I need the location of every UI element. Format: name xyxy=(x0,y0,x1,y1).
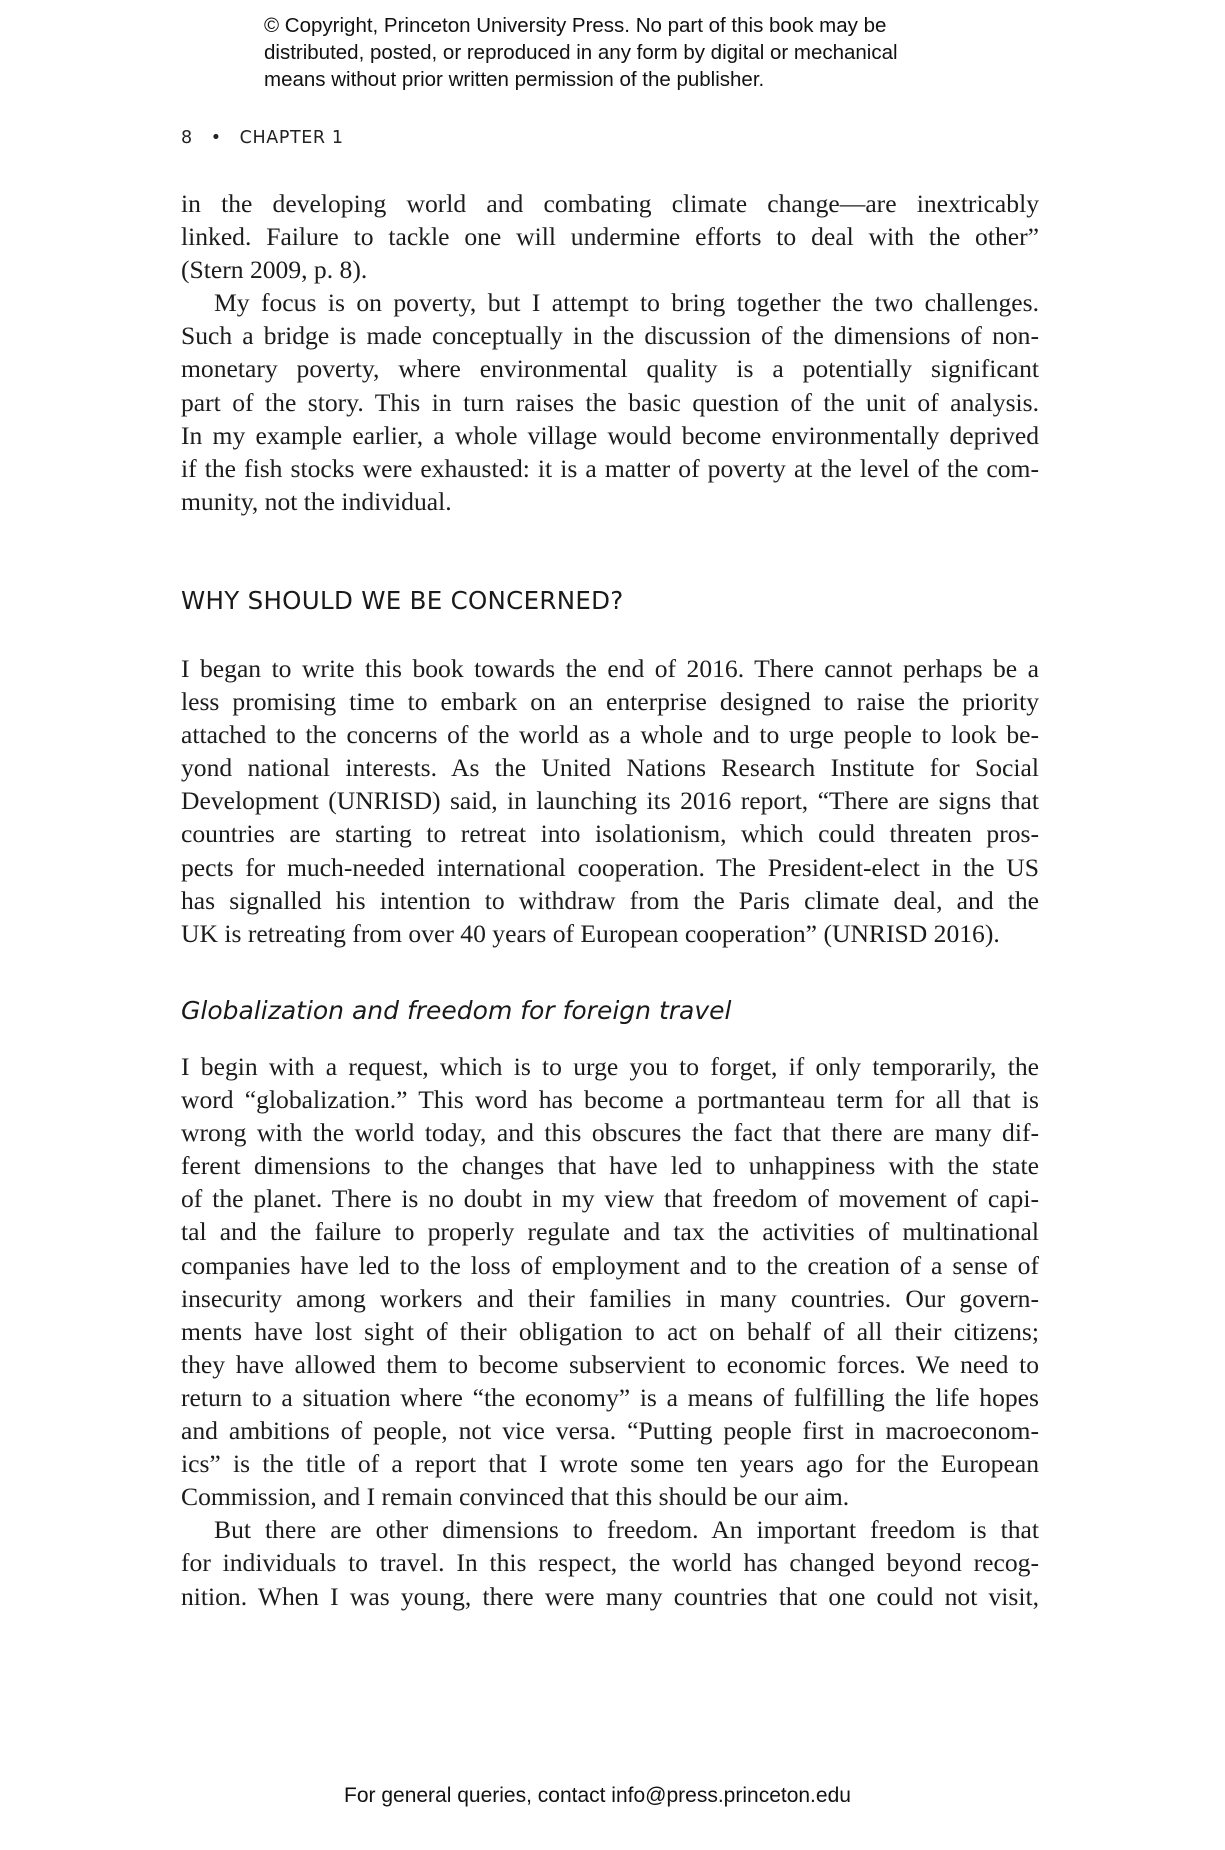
text-line: and ambitions of people, not vice versa. “Putting people first in macroeconom- xyxy=(181,1416,1039,1446)
copyright-line: means without prior written permission of the publisher. xyxy=(264,68,765,91)
text-line: countries are starting to retreat into isolationism, which could threaten pros- xyxy=(181,819,1039,849)
text-line: linked. Failure to tackle one will undermine efforts to deal with the other” xyxy=(181,222,1039,252)
text-line: for individuals to travel. In this respect, the world has changed beyond recog- xyxy=(181,1548,1039,1578)
text-line: ments have lost sight of their obligation to act on behalf of all their citizens; xyxy=(181,1316,1039,1346)
text-line: nition. When I was young, there were many countries that one could not visit, xyxy=(181,1581,1039,1611)
text-line: But there are other dimensions to freedom. An important freedom is that xyxy=(214,1515,1039,1545)
subsection-heading: Globalization and freedom for foreign travel xyxy=(181,996,732,1025)
text-line: pects for much-needed international cooperation. The President-elect in the US xyxy=(181,852,1039,882)
text-line: I began to write this book towards the end of 2016. There cannot perhaps be a xyxy=(181,654,1039,683)
text-line: monetary poverty, where environmental quality is a potentially significant xyxy=(181,354,1039,384)
text-line: UK is retreating from over 40 years of European cooperation” (UNRISD 2016). xyxy=(181,918,1000,948)
paragraph-block-globalization xyxy=(181,1050,1039,1613)
text-line: attached to the concerns of the world as a whole and to urge people to look be- xyxy=(181,720,1039,750)
text-line: In my example earlier, a whole village would become environmentally deprived xyxy=(181,420,1039,450)
text-line: Such a bridge is made conceptually in the discussion of the dimensions of non- xyxy=(181,321,1039,351)
text-line: munity, not the individual. xyxy=(181,486,452,516)
text-line: of the planet. There is no doubt in my view that freedom of movement of capi- xyxy=(181,1184,1039,1214)
text-line: I begin with a request, which is to urge you to forget, if only temporarily, the xyxy=(181,1052,1039,1081)
copyright-notice xyxy=(264,12,1004,93)
text-line: part of the story. This in turn raises the basic question of the unit of analysis. xyxy=(181,387,1039,417)
text-line: yond national interests. As the United Nations Research Institute for Social xyxy=(181,753,1039,783)
text-line: return to a situation where “the economy” is a means of fulfilling the life hopes xyxy=(181,1382,1039,1412)
text-line: insecurity among workers and their families in many countries. Our govern- xyxy=(181,1283,1039,1313)
text-line: Commission, and I remain convinced that this should be our aim. xyxy=(181,1482,850,1512)
text-line: ics” is the title of a report that I wrote some ten years ago for the European xyxy=(181,1449,1039,1479)
copyright-line: distributed, posted, or reproduced in any form by digital or mechanical xyxy=(264,41,898,64)
text-line: My focus is on poverty, but I attempt to bring together the two challenges. xyxy=(214,288,1039,318)
text-line: Development (UNRISD) said, in launching its 2016 report, “There are signs that xyxy=(181,786,1039,816)
page-number: 8 xyxy=(181,128,193,148)
running-head xyxy=(181,128,344,148)
text-line: wrong with the world today, and this obscures the fact that there are many dif- xyxy=(181,1118,1039,1148)
section-heading: WHY SHOULD WE BE CONCERNED? xyxy=(181,586,624,615)
paragraph-block-intro xyxy=(181,187,1039,518)
text-line: word “globalization.” This word has become a portmanteau term for all that is xyxy=(181,1085,1039,1115)
footer-contact: For general queries, contact info@press.princeton.edu xyxy=(344,1784,851,1807)
text-line: less promising time to embark on an enterprise designed to raise the priority xyxy=(181,687,1039,717)
text-line: has signalled his intention to withdraw from the Paris climate deal, and the xyxy=(181,885,1039,915)
text-line: in the developing world and combating climate change—are inextricably xyxy=(181,189,1039,218)
chapter-label: CHAPTER 1 xyxy=(239,128,344,148)
text-line: if the fish stocks were exhausted: it is a matter of poverty at the level of the com- xyxy=(181,453,1039,483)
text-line: (Stern 2009, p. 8). xyxy=(181,255,368,285)
text-line: they have allowed them to become subservient to economic forces. We need to xyxy=(181,1349,1039,1379)
paragraph-block-concerned xyxy=(181,652,1039,950)
text-line: ferent dimensions to the changes that have led to unhappiness with the state xyxy=(181,1151,1039,1181)
text-line: companies have led to the loss of employment and to the creation of a sense of xyxy=(181,1250,1039,1280)
text-line: tal and the failure to properly regulate and tax the activities of multinational xyxy=(181,1217,1039,1247)
separator-bullet: • xyxy=(210,128,222,148)
copyright-line: © Copyright, Princeton University Press. No part of this book may be xyxy=(264,14,887,37)
